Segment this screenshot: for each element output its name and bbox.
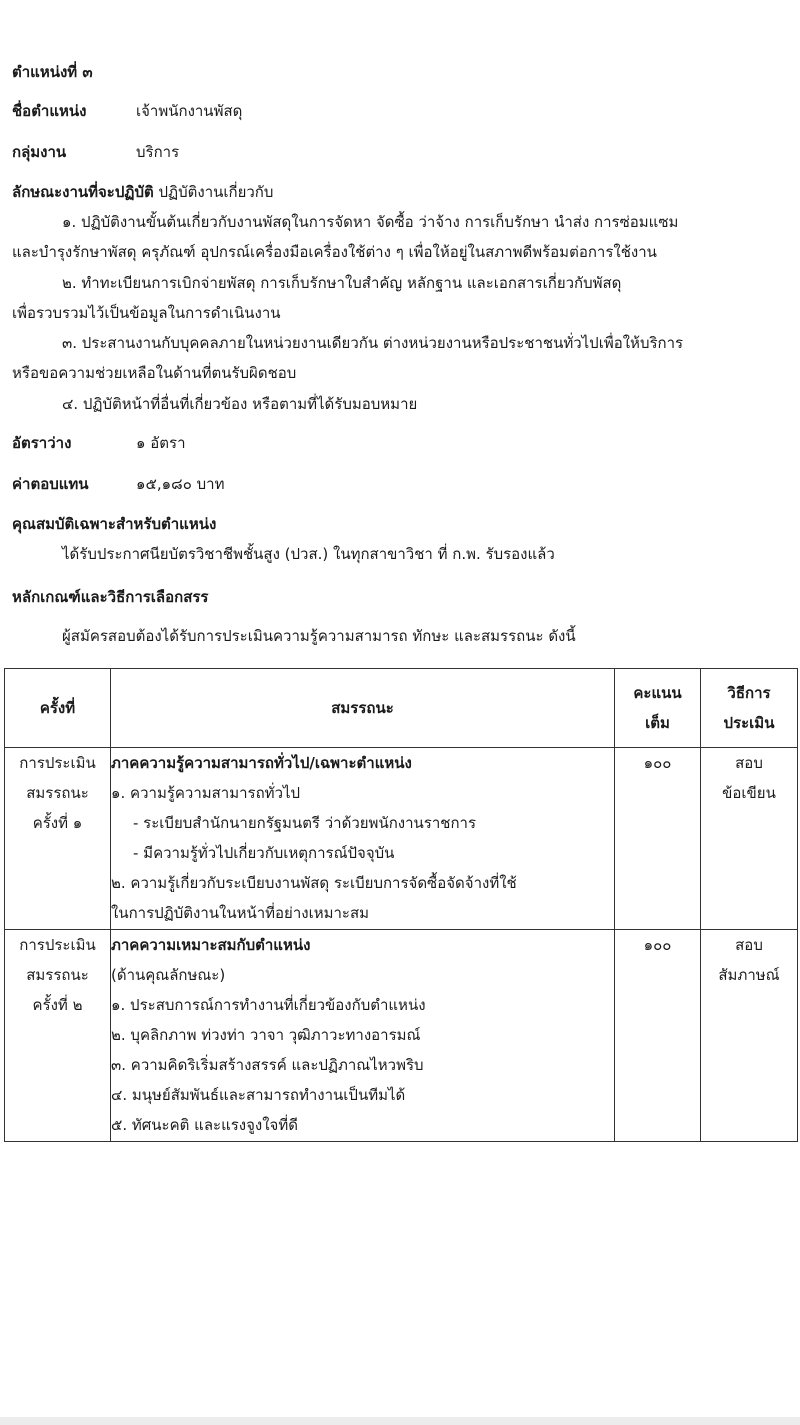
duties-heading-bold: ลักษณะงานที่จะปฏิบัติ bbox=[12, 183, 154, 201]
header-score-line1: คะแนน bbox=[633, 684, 682, 702]
selection-heading: หลักเกณฑ์และวิธีการเลือกสรร bbox=[12, 588, 209, 606]
round-line: สมรรถนะ bbox=[26, 784, 89, 802]
method-line: สอบ bbox=[735, 936, 763, 954]
group-value: บริการ bbox=[136, 143, 180, 161]
score-value: ๑๐๐ bbox=[643, 936, 672, 954]
table-row bbox=[5, 748, 798, 930]
header-score bbox=[615, 669, 701, 748]
competency-title: ภาคความเหมาะสมกับตำแหน่ง bbox=[111, 936, 311, 954]
competency-item: ๓. ความคิดริเริ่มสร้างสรรค์ และปฏิภาณไหวพริบ bbox=[111, 1056, 424, 1074]
method-cell bbox=[701, 748, 798, 930]
header-method-line1: วิธีการ bbox=[727, 684, 771, 702]
position-name-label: ชื่อตำแหน่ง bbox=[12, 102, 87, 120]
competency-item: ๒. ความรู้เกี่ยวกับระเบียบงานพัสดุ ระเบียบการจัดซื้อจัดจ้างที่ใช้ bbox=[111, 874, 517, 892]
duties-heading-rest: ปฏิบัติงานเกี่ยวกับ bbox=[158, 183, 274, 201]
method-line: ข้อเขียน bbox=[722, 784, 776, 802]
table-row bbox=[5, 930, 798, 1142]
qualification-heading: คุณสมบัติเฉพาะสำหรับตำแหน่ง bbox=[12, 515, 217, 533]
round-line: ครั้งที่ ๒ bbox=[32, 996, 83, 1014]
score-cell bbox=[615, 930, 701, 1142]
duty-line: ๒. ทำทะเบียนการเบิกจ่ายพัสดุ การเก็บรักษาใบสำคัญ หลักฐาน และเอกสารเกี่ยวกับพัสดุ bbox=[62, 274, 622, 292]
salary-label: ค่าตอบแทน bbox=[12, 475, 89, 493]
round-cell bbox=[5, 748, 111, 930]
competency-item: (ด้านคุณลักษณะ) bbox=[111, 966, 226, 984]
duty-line: ๔. ปฏิบัติหน้าที่อื่นที่เกี่ยวข้อง หรือตามที่ได้รับมอบหมาย bbox=[62, 395, 418, 413]
method-line: สัมภาษณ์ bbox=[718, 966, 780, 984]
header-method bbox=[701, 669, 798, 748]
duty-line: เพื่อรวบรวมไว้เป็นข้อมูลในการดำเนินงาน bbox=[12, 304, 281, 322]
header-method-line2: ประเมิน bbox=[723, 714, 775, 732]
page-bottom-edge bbox=[0, 1417, 800, 1425]
competency-cell bbox=[111, 748, 615, 930]
round-line: การประเมิน bbox=[19, 754, 96, 772]
method-line: สอบ bbox=[735, 754, 763, 772]
round-line: การประเมิน bbox=[19, 936, 96, 954]
competency-item: ในการปฏิบัติงานในหน้าที่อย่างเหมาะสม bbox=[111, 904, 369, 922]
method-cell bbox=[701, 930, 798, 1142]
competency-item: ๒. บุคลิกภาพ ท่วงท่า วาจา วุฒิภาวะทางอารมณ์ bbox=[111, 1026, 421, 1044]
vacancy-label: อัตราว่าง bbox=[12, 434, 72, 452]
competency-subitem: - มีความรู้ทั่วไปเกี่ยวกับเหตุการณ์ปัจจุบัน bbox=[133, 844, 395, 862]
round-line: สมรรถนะ bbox=[26, 966, 89, 984]
round-cell bbox=[5, 930, 111, 1142]
duty-line: ๓. ประสานงานกับบุคคลภายในหน่วยงานเดียวกัน ต่างหน่วยงานหรือประชาชนทั่วไปเพื่อให้บริการ bbox=[62, 334, 684, 352]
competency-item: ๕. ทัศนะคติ และแรงจูงใจที่ดี bbox=[111, 1116, 298, 1134]
header-round bbox=[5, 669, 111, 748]
score-cell bbox=[615, 748, 701, 930]
round-line: ครั้งที่ ๑ bbox=[32, 814, 83, 832]
position-name-value: เจ้าพนักงานพัสดุ bbox=[136, 102, 243, 120]
header-round-label: ครั้งที่ bbox=[39, 699, 76, 717]
assessment-table bbox=[4, 668, 798, 1142]
qualification-text: ได้รับประกาศนียบัตรวิชาชีพชั้นสูง (ปวส.) ในทุกสาขาวิชา ที่ ก.พ. รับรองแล้ว bbox=[62, 545, 555, 563]
vacancy-value: ๑ อัตรา bbox=[136, 434, 186, 452]
competency-title: ภาคความรู้ความสามารถทั่วไป/เฉพาะตำแหน่ง bbox=[111, 754, 412, 772]
header-competency-label: สมรรถนะ bbox=[331, 699, 394, 717]
group-label: กลุ่มงาน bbox=[12, 143, 67, 161]
duties-heading bbox=[12, 182, 273, 202]
table-header-row bbox=[5, 669, 798, 748]
duty-line: ๑. ปฏิบัติงานขั้นต้นเกี่ยวกับงานพัสดุในการจัดหา จัดซื้อ ว่าจ้าง การเก็บรักษา นำส่ง การซ่อมแซม bbox=[62, 213, 679, 231]
position-number: ตำแหน่งที่ ๓ bbox=[12, 63, 93, 81]
competency-subitem: - ระเบียบสำนักนายกรัฐมนตรี ว่าด้วยพนักงานราชการ bbox=[133, 814, 477, 832]
competency-cell bbox=[111, 930, 615, 1142]
salary-value: ๑๕,๑๘๐ บาท bbox=[136, 475, 225, 493]
score-value: ๑๐๐ bbox=[643, 754, 672, 772]
selection-text: ผู้สมัครสอบต้องได้รับการประเมินความรู้ความสามารถ ทักษะ และสมรรถนะ ดังนี้ bbox=[62, 627, 576, 645]
competency-item: ๑. ความรู้ความสามารถทั่วไป bbox=[111, 784, 301, 802]
competency-item: ๑. ประสบการณ์การทำงานที่เกี่ยวข้องกับตำแหน่ง bbox=[111, 996, 426, 1014]
competency-item: ๔. มนุษย์สัมพันธ์และสามารถทำงานเป็นทีมได้ bbox=[111, 1086, 406, 1104]
header-competency bbox=[111, 669, 615, 748]
header-score-line2: เต็ม bbox=[645, 714, 670, 732]
duty-line: และบำรุงรักษาพัสดุ ครุภัณฑ์ อุปกรณ์เครื่องมือเครื่องใช้ต่าง ๆ เพื่อให้อยู่ในสภาพดีพร้อมต่อการใช้งาน bbox=[12, 243, 657, 261]
duty-line: หรือขอความช่วยเหลือในด้านที่ตนรับผิดชอบ bbox=[12, 364, 297, 382]
